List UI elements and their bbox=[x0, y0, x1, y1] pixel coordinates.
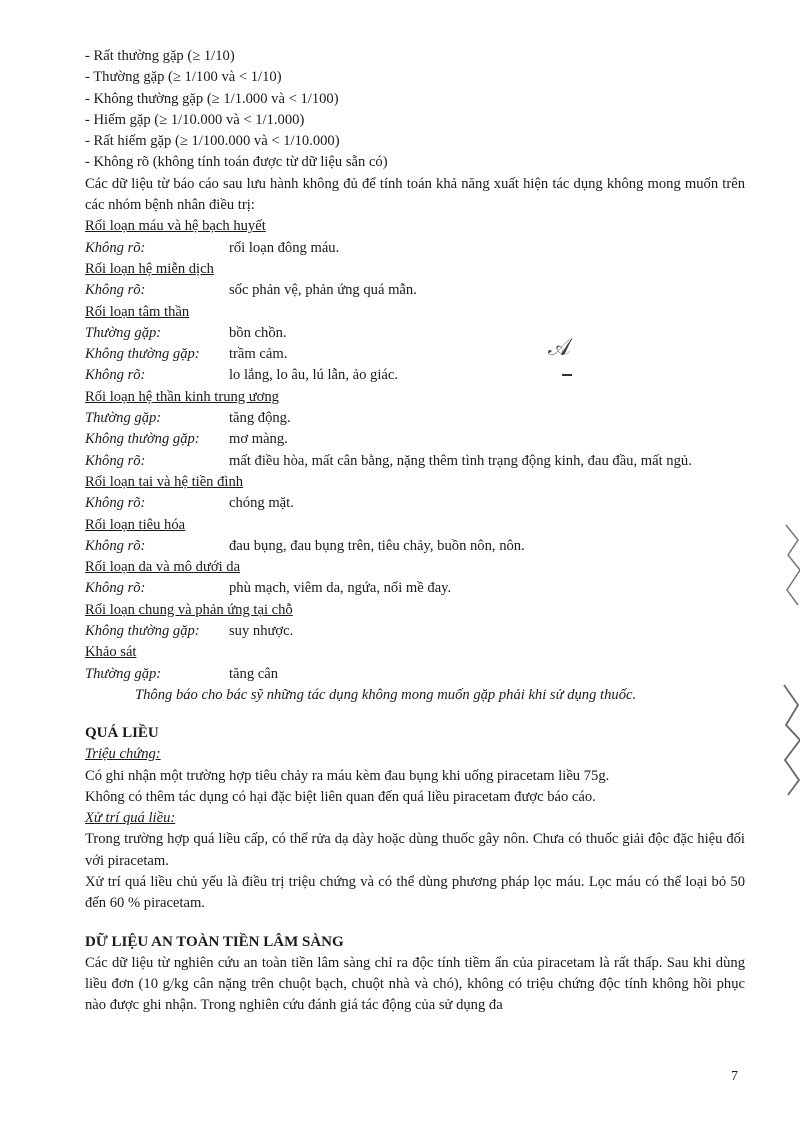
frequency-item: - Không thường gặp (≥ 1/1.000 và < 1/100) bbox=[85, 90, 339, 107]
page-number: 7 bbox=[731, 1069, 738, 1084]
section-general bbox=[85, 600, 745, 643]
effect-text: rối loạn đông máu. bbox=[229, 239, 340, 256]
scan-edge-mark bbox=[778, 520, 800, 610]
section-title: Rối loạn da và mô dưới da bbox=[85, 559, 241, 576]
preclinical-paragraph: Các dữ liệu từ nghiên cứu an toàn tiền lâm sàng chỉ ra độc tính tiềm ẩn của piracetam là rất thấp. Sau khi dùng liều đơn (10 g/kg cân nặng trên chuột bạch, chuột nhà và chó), không có triệu chứng độc tính không hồi phục nào được ghi nhận. Trong nghiên cứu đánh giá tác động của sử dụng đa bbox=[85, 954, 745, 1014]
frequency-item: - Rất thường gặp (≥ 1/10) bbox=[85, 48, 235, 64]
frequency-label: Thường gặp: bbox=[85, 665, 162, 682]
frequency-label: Không rõ: bbox=[85, 452, 146, 469]
frequency-item: - Rất hiếm gặp (≥ 1/100.000 và < 1/10.000) bbox=[85, 133, 340, 150]
effect-text: bồn chồn. bbox=[229, 324, 287, 341]
treatment-paragraph: Xử trí quá liều chủ yếu là điều trị triệu chứng và có thể dùng phương pháp lọc máu. Lọc máu có thể loại bỏ 50 đến 60 % piracetam. bbox=[85, 873, 745, 912]
frequency-label: Không rõ: bbox=[85, 239, 146, 256]
effect-row bbox=[85, 323, 745, 344]
effect-row bbox=[85, 408, 745, 429]
section-title: Khảo sát bbox=[85, 644, 137, 661]
effect-text: tăng động. bbox=[229, 410, 291, 427]
frequency-label: Không rõ: bbox=[85, 537, 146, 554]
effect-text: lo lắng, lo âu, lú lẫn, ảo giác. bbox=[229, 367, 398, 384]
frequency-label: Không thường gặp: bbox=[85, 346, 200, 363]
effect-row bbox=[85, 365, 745, 386]
frequency-label: Thường gặp: bbox=[85, 324, 162, 341]
section-title: Rối loạn chung và phản ứng tại chỗ bbox=[85, 601, 293, 618]
section-title: Rối loạn tâm thần bbox=[85, 303, 190, 320]
treatment-label: Xử trí quá liều: bbox=[85, 810, 176, 827]
effect-text: chóng mặt. bbox=[229, 495, 294, 512]
frequency-item: - Thường gặp (≥ 1/100 và < 1/10) bbox=[85, 69, 282, 86]
section-gastro bbox=[85, 515, 745, 558]
effect-text: đau bụng, đau bụng trên, tiêu chảy, buồn nôn, nôn. bbox=[229, 537, 525, 554]
section-title: Rối loạn máu và hệ bạch huyết bbox=[85, 218, 266, 235]
symptoms-line: Không có thêm tác dụng có hại đặc biệt liên quan đến quá liều piracetam được báo cáo. bbox=[85, 788, 596, 805]
frequency-label: Không rõ: bbox=[85, 580, 146, 597]
effect-text: mất điều hòa, mất cân bằng, nặng thêm tình trạng động kinh, đau đầu, mất ngủ. bbox=[229, 452, 692, 469]
section-title: Rối loạn tai và hệ tiền đình bbox=[85, 473, 244, 490]
symptoms-label: Triệu chứng: bbox=[85, 746, 161, 763]
effect-row bbox=[85, 536, 745, 557]
effect-row bbox=[85, 578, 745, 599]
section-investigations bbox=[85, 642, 745, 685]
section-ear bbox=[85, 472, 745, 515]
effect-text: phù mạch, viêm da, ngứa, nổi mề đay. bbox=[229, 580, 452, 597]
effect-text: trầm cảm. bbox=[229, 346, 288, 363]
section-immune bbox=[85, 259, 745, 302]
symptoms-line: Có ghi nhận một trường hợp tiêu chảy ra máu kèm đau bụng khi uống piracetam liều 75g. bbox=[85, 767, 610, 784]
overdose-heading: QUÁ LIỀU bbox=[85, 725, 159, 742]
overdose-section bbox=[85, 744, 745, 914]
frequency-label: Không rõ: bbox=[85, 495, 146, 512]
document-body bbox=[85, 46, 745, 1016]
treatment-paragraph: Trong trường hợp quá liều cấp, có thể rửa dạ dày hoặc dùng thuốc gây nôn. Chưa có thuốc giải độc đặc hiệu đối với piracetam. bbox=[85, 831, 745, 869]
frequency-label: Không rõ: bbox=[85, 282, 146, 299]
effect-row bbox=[85, 280, 745, 301]
frequency-label: Không rõ: bbox=[85, 367, 146, 384]
effect-row bbox=[85, 664, 745, 685]
handwritten-dash bbox=[562, 374, 572, 376]
frequency-item: - Hiếm gặp (≥ 1/10.000 và < 1/1.000) bbox=[85, 111, 305, 128]
effect-text: suy nhược. bbox=[229, 623, 294, 640]
preclinical-heading: DỮ LIỆU AN TOÀN TIỀN LÂM SÀNG bbox=[85, 933, 344, 950]
section-cns bbox=[85, 387, 745, 472]
handwritten-initials: 𝒜 bbox=[548, 333, 571, 361]
section-blood bbox=[85, 216, 745, 259]
advice-note: Thông báo cho bác sỹ những tác dụng không mong muốn gặp phải khi sử dụng thuốc. bbox=[135, 686, 637, 703]
frequency-item: - Không rõ (không tính toán được từ dữ liệu sẵn có) bbox=[85, 154, 388, 171]
effect-text: tăng cân bbox=[229, 665, 279, 682]
frequency-label: Thường gặp: bbox=[85, 410, 162, 427]
effect-row bbox=[85, 344, 745, 365]
scan-edge-mark bbox=[778, 680, 800, 800]
effect-row bbox=[85, 429, 745, 450]
section-title: Rối loạn hệ thần kinh trung ương bbox=[85, 388, 279, 405]
effect-row bbox=[85, 238, 745, 259]
section-title: Rối loạn hệ miễn dịch bbox=[85, 260, 214, 277]
section-skin bbox=[85, 557, 745, 600]
effect-text: mơ màng. bbox=[229, 431, 288, 448]
effect-text: sốc phản vệ, phản ứng quá mẫn. bbox=[229, 282, 417, 299]
effect-row bbox=[85, 621, 745, 642]
section-title: Rối loạn tiêu hóa bbox=[85, 516, 186, 533]
section-psychiatric bbox=[85, 302, 745, 387]
intro-paragraph: Các dữ liệu từ báo cáo sau lưu hành không đủ để tính toán khả năng xuất hiện tác dụng không mong muốn trên các nhóm bệnh nhân điều trị: bbox=[85, 175, 745, 214]
effect-row bbox=[85, 493, 745, 514]
effect-row bbox=[85, 451, 745, 472]
frequency-label: Không thường gặp: bbox=[85, 623, 200, 640]
frequency-label: Không thường gặp: bbox=[85, 431, 200, 448]
frequency-list bbox=[85, 46, 745, 174]
